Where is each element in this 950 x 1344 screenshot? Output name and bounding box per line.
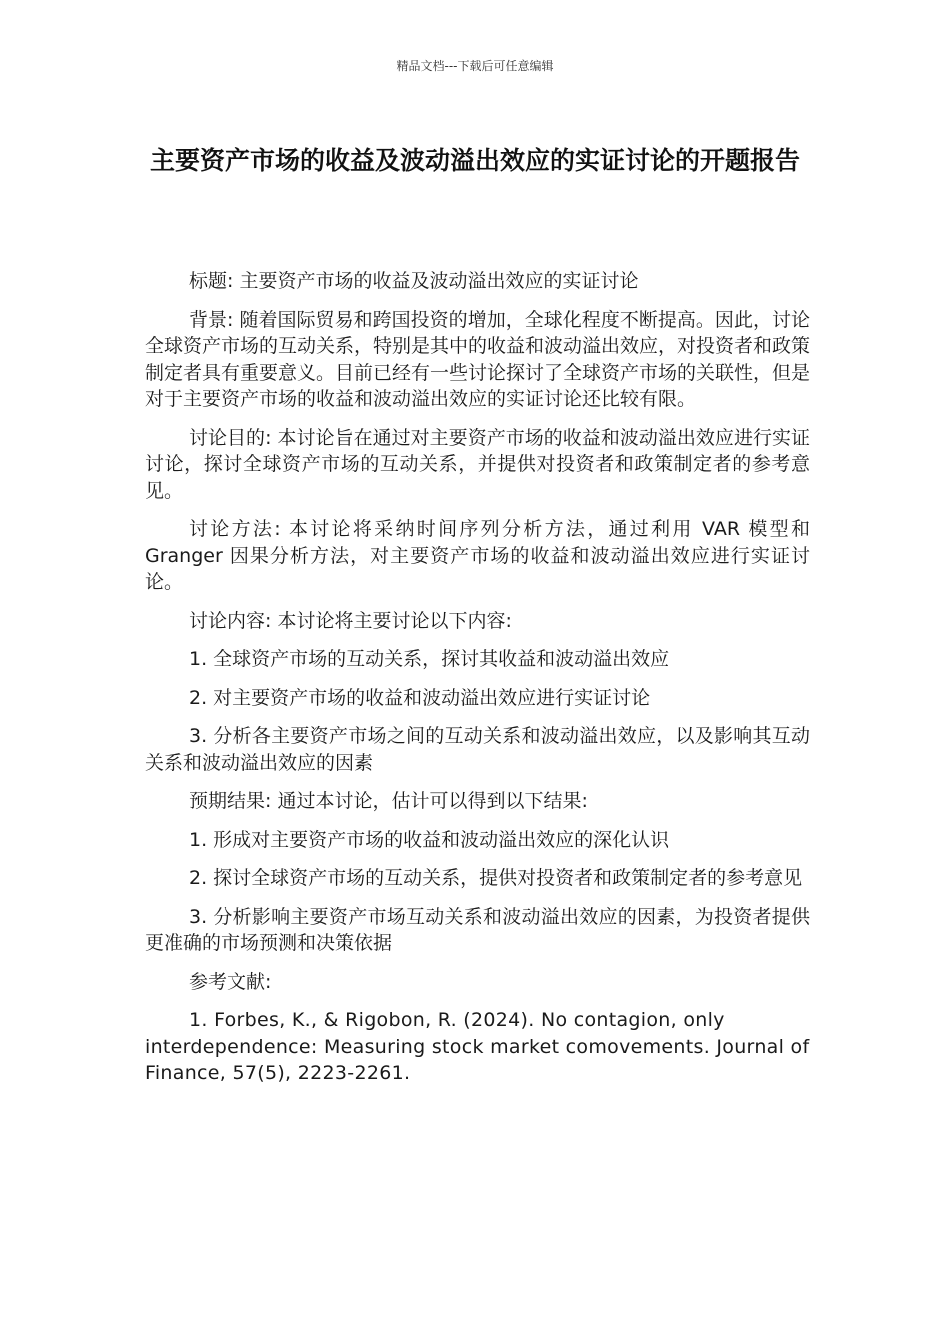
reference-item: 1. Forbes, K., & Rigobon, R. (2024). No contagion, only interdependence: Measuring stock market comovements. Journal of Finance, 57(5), 2223-2261. [145,1009,810,1084]
paragraph-purpose: 讨论目的: 本讨论旨在通过对主要资产市场的收益和波动溢出效应进行实证讨论，探讨全球资产市场的互动关系，并提供对投资者和政策制定者的参考意见。 [145,426,810,502]
content-list-item: 1. 全球资产市场的互动关系，探讨其收益和波动溢出效应 [189,648,670,670]
content-list-item: 2. 对主要资产市场的收益和波动溢出效应进行实证讨论 [189,686,651,709]
expected-list-item: 2. 探讨全球资产市场的互动关系，提供对投资者和政策制定者的参考意见 [189,867,803,889]
paragraph-expected-heading: 预期结果: 通过本讨论，估计可以得到以下结果: [189,790,588,812]
page-header-note: 精品文档---下载后可任意编辑 [396,59,554,73]
paragraph-subject: 标题: 主要资产市场的收益及波动溢出效应的实证讨论 [189,270,639,292]
references-heading: 参考文献: [189,970,272,993]
expected-list-item: 1. 形成对主要资产市场的收益和波动溢出效应的深化认识 [189,828,670,851]
paragraph-content-heading: 讨论内容: 本讨论将主要讨论以下内容: [189,609,512,632]
document-title: 主要资产市场的收益及波动溢出效应的实证讨论的开题报告 [149,146,800,175]
expected-list-item: 3. 分析影响主要资产市场互动关系和波动溢出效应的因素，为投资者提供更准确的市场预测和决策依据 [145,905,810,954]
content-list-item: 3. 分析各主要资产市场之间的互动关系和波动溢出效应，以及影响其互动关系和波动溢出效应的因素 [145,725,810,774]
paragraph-background: 背景: 随着国际贸易和跨国投资的增加，全球化程度不断提高。因此，讨论全球资产市场的互动关系，特别是其中的收益和波动溢出效应，对投资者和政策制定者具有重要意义。目前已经有一些讨论探讨了全球资产市场的关联性，但是对于主要资产市场的收益和波动溢出效应的实证讨论还比较有限。 [145,308,811,410]
document-body [145,268,810,1099]
paragraph-method: 讨论方法: 本讨论将采纳时间序列分析方法，通过利用 VAR 模型和 Granger 因果分析方法，对主要资产市场的收益和波动溢出效应进行实证讨论。 [145,518,810,593]
